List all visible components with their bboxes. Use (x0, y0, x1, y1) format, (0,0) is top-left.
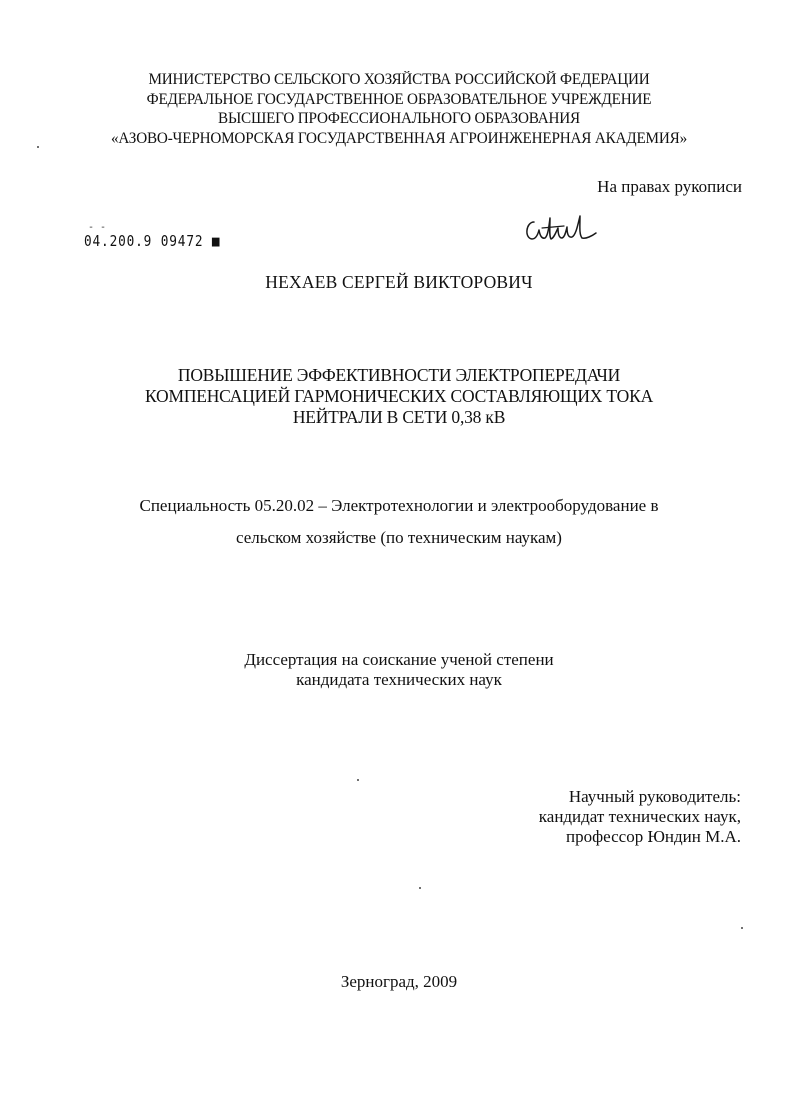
dissertation-title (0, 365, 798, 428)
registration-code: 04.200.9 09472 ■ (84, 232, 221, 250)
title-line: КОМПЕНСАЦИЕЙ ГАРМОНИЧЕСКИХ СОСТАВЛЯЮЩИХ ТОКА (144, 386, 654, 406)
author-name: НЕХАЕВ СЕРГЕЙ ВИКТОРОВИЧ (265, 272, 533, 292)
specialty (0, 490, 798, 554)
scan-speck (37, 146, 39, 148)
header-line: МИНИСТЕРСТВО СЕЛЬСКОГО ХОЗЯЙСТВА РОССИЙСКОЙ ФЕДЕРАЦИИ (148, 71, 650, 88)
supervisor-line: кандидат технических наук, (538, 807, 741, 826)
specialty-line: Специальность 05.20.02 – Электротехнологии и электрооборудование в (139, 496, 659, 515)
supervisor-block (539, 787, 741, 847)
scan-speck (357, 779, 359, 781)
rights-note: На правах рукописи (597, 177, 742, 196)
header-line: ФЕДЕРАЛЬНОЕ ГОСУДАРСТВЕННОЕ ОБРАЗОВАТЕЛЬНОЕ УЧРЕЖДЕНИЕ (146, 90, 652, 108)
degree-line: Диссертация на соискание ученой степени (244, 650, 554, 669)
registration-code-number: 04.200.9 09472 (84, 232, 204, 250)
supervisor-line: профессор Юндин М.А. (566, 827, 741, 846)
institution-header (0, 70, 798, 148)
city-year: Зерноград, 2009 (340, 972, 458, 991)
header-line: ВЫСШЕГО ПРОФЕССИОНАЛЬНОГО ОБРАЗОВАНИЯ (218, 110, 580, 127)
specialty-line: сельском хозяйстве (по техническим наукам) (236, 528, 562, 547)
scan-speck (741, 927, 743, 929)
title-line: ПОВЫШЕНИЕ ЭФФЕКТИВНОСТИ ЭЛЕКТРОПЕРЕДАЧИ (177, 365, 621, 385)
degree-line: кандидата технических наук (296, 670, 502, 689)
scan-speck (419, 887, 421, 889)
code-marks: - - (88, 222, 107, 233)
title-line: НЕЙТРАЛИ В СЕТИ 0,38 кВ (292, 407, 506, 427)
handwritten-signature (520, 212, 598, 248)
supervisor-line: Научный руководитель: (568, 787, 741, 806)
header-line: «АЗОВО-ЧЕРНОМОРСКАЯ ГОСУДАРСТВЕННАЯ АГРОИНЖЕНЕРНАЯ АКАДЕМИЯ» (111, 129, 687, 147)
degree-statement (0, 650, 798, 690)
